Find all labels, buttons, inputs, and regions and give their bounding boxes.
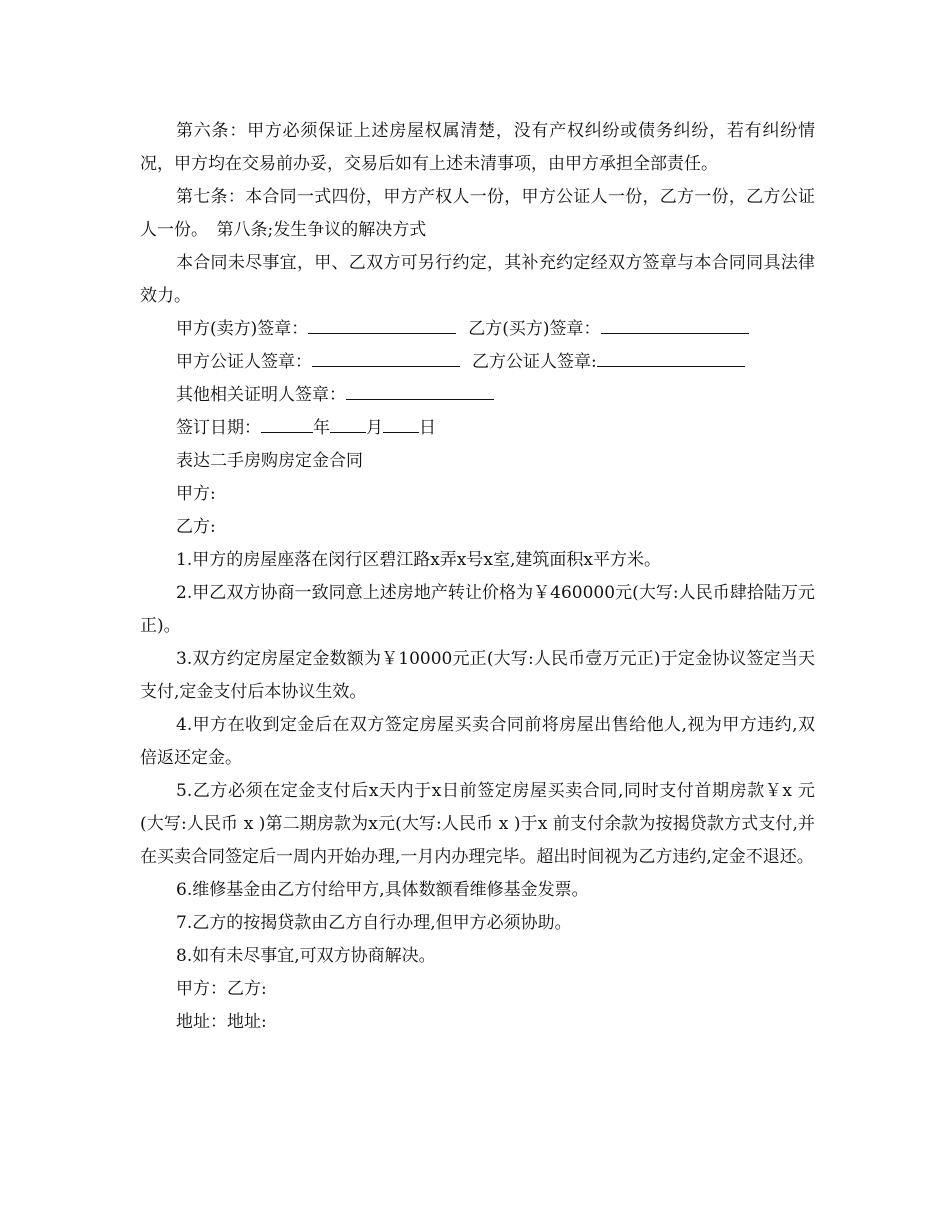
clause-1: 1.甲方的房屋座落在闵行区碧江路x弄x号x室,建筑面积x平方米。 — [176, 550, 661, 570]
year-label: 年 — [313, 418, 330, 438]
clause-7: 7.乙方的按揭贷款由乙方自行办理,但甲方必须协助。 — [176, 913, 572, 933]
signing-date-row — [140, 412, 815, 445]
date-label: 签订日期： — [176, 418, 261, 438]
buyer-signature-label: 乙方(买方)签章： — [468, 319, 601, 339]
clause-8: 8.如有未尽事宜,可双方协商解决。 — [176, 946, 436, 966]
day-blank[interactable] — [383, 414, 419, 433]
year-blank[interactable] — [261, 414, 313, 433]
contract2-party-a: 甲方: — [176, 484, 216, 504]
buyer-notary-blank[interactable] — [597, 348, 745, 367]
supplement-clause: 本合同未尽事宜，甲、乙双方可另行约定，其补充约定经双方签章与本合同同具法律效力。 — [140, 253, 815, 306]
seller-signature-blank[interactable] — [308, 315, 456, 334]
seller-notary-blank[interactable] — [312, 348, 460, 367]
signature-row-witness — [140, 379, 815, 412]
clause-3: 3.双方约定房屋定金数额为￥10000元正(大写:人民币壹万元正)于定金协议签定当天支付,定金支付后本协议生效。 — [140, 649, 815, 702]
clause-6: 6.维修基金由乙方付给甲方,具体数额看维修基金发票。 — [176, 880, 589, 900]
month-blank[interactable] — [330, 414, 366, 433]
buyer-notary-label: 乙方公证人签章: — [472, 352, 597, 372]
address-line: 地址：地址: — [176, 1012, 267, 1032]
day-label: 日 — [419, 418, 436, 438]
contract2-party-b: 乙方: — [176, 517, 216, 537]
article-7: 第七条：本合同一式四份，甲方产权人一份，甲方公证人一份，乙方一份，乙方公证人一份。 第八条;发生争议的解决方式 — [140, 187, 815, 240]
signature-row-notaries — [140, 346, 815, 379]
seller-notary-label: 甲方公证人签章： — [176, 352, 312, 372]
clause-4: 4.甲方在收到定金后在双方签定房屋买卖合同前将房屋出售给他人,视为甲方违约,双倍返还定金。 — [140, 715, 815, 768]
clause-5: 5.乙方必须在定金支付后x天内于x日前签定房屋买卖合同,同时支付首期房款￥x 元(大写:人民币 x )第二期房款为x元(大写:人民币 x )于x 前支付余款为按揭贷款方式支付,并在买卖合同签定后一周内开始办理,一月内办理完毕。超出时间视为乙方违约,定金不退还。 — [140, 781, 815, 867]
other-witness-label: 其他相关证明人签章： — [176, 385, 346, 405]
article-6: 第六条：甲方必须保证上述房屋权属清楚，没有产权纠纷或债务纠纷，若有纠纷情况，甲方均在交易前办妥，交易后如有上述未清事项，由甲方承担全部责任。 — [140, 121, 815, 174]
contract2-title: 表达二手房购房定金合同 — [176, 451, 363, 471]
buyer-signature-blank[interactable] — [601, 315, 749, 334]
party-signature-line: 甲方：乙方: — [176, 979, 267, 999]
seller-signature-label: 甲方(卖方)签章： — [176, 319, 309, 339]
other-witness-blank[interactable] — [346, 381, 494, 400]
signature-row-parties — [140, 313, 815, 346]
clause-2: 2.甲乙双方协商一致同意上述房地产转让价格为￥460000元(大写:人民币肆拾陆万元正)。 — [140, 583, 815, 636]
month-label: 月 — [366, 418, 383, 438]
